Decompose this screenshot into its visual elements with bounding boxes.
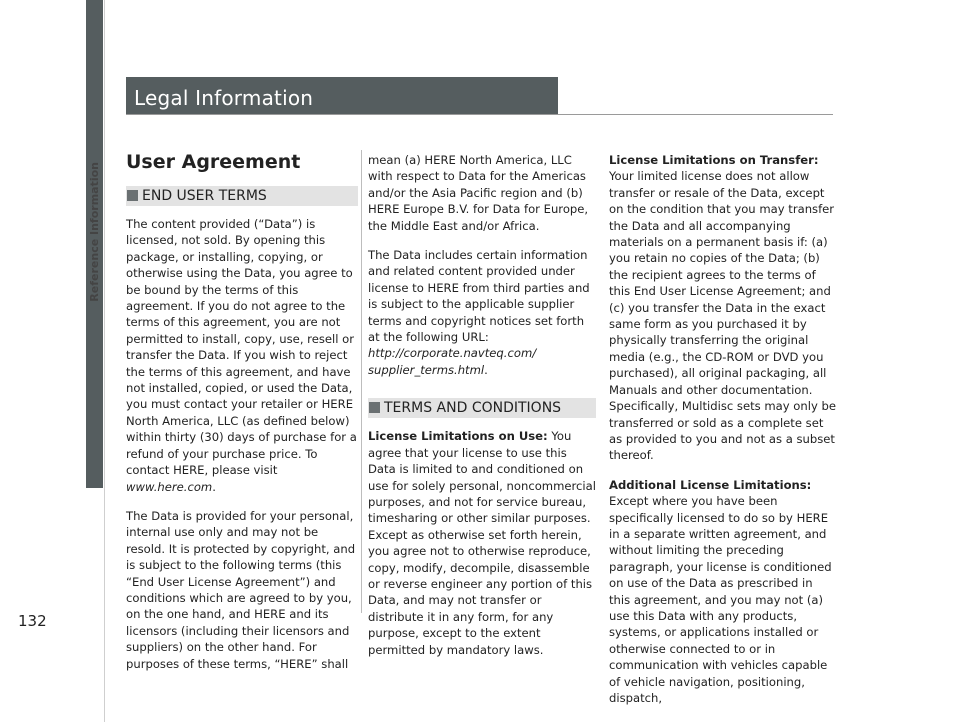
column-1 xyxy=(126,150,358,685)
paragraph-end: . xyxy=(212,479,216,494)
paragraph-end: . xyxy=(484,362,488,377)
paragraph: The Data is provided for your personal, internal use only and may not be resold. It is protected by copyright, and is subject to the following terms (this “End User License Agreement”) and conditions which are agreed to by you, on the one hand, and HERE and its licensors (including their licensors and suppliers) on the other hand. For purposes of these terms, “HERE” shall xyxy=(126,508,356,671)
sidebar xyxy=(0,0,105,722)
paragraph xyxy=(368,247,596,378)
page-number: 132 xyxy=(18,612,47,630)
subhead-label: TERMS AND CONDITIONS xyxy=(384,400,562,417)
paragraph xyxy=(368,428,596,658)
paragraph-text: Your limited license does not allow transfer or resale of the Data, except on the condition that you may transfer the Data and all accompanying materials on a permanent basis if: (a) you retain no copies of the Data; (b) the recipient agrees to the terms of this End User License Agreement; and (c) you transfer the Data in the exact same form as you purchased it by physically transferring the original media (e.g., the CD-ROM or DVD you purchased), all original packaging, all Manuals and other documentation. Specifically, Multidisc sets may only be transferred or sold as a complete set as provided to you and not as a subset thereof. xyxy=(609,169,837,463)
column-divider xyxy=(361,150,362,613)
clause-heading: License Limitations on Transfer: xyxy=(609,153,819,167)
clause-heading: Additional License Limitations: xyxy=(609,477,812,492)
paragraph-text: The content provided (“Data”) is licensed, not sold. By opening this package, or installing, copying, or otherwise using the Data, you agree to be bound by the terms of this agreement. If you do not agree to the terms of this agreement, you are not permitted to install, copy, use, resell or transfer the Data. If you wish to reject the terms of this agreement, and have not installed, copied, or used the Data, you must contact your retailer or HERE North America, LLC (as defined below) within thirty (30) days of purchase for a refund of your purchase price. To contact HERE, please visit xyxy=(126,217,357,478)
paragraph: mean (a) HERE North America, LLC with respect to Data for the Americas and/or the Asia Pacific region and (b) HERE Europe B.V. for Data for Europe, the Middle East and/or Africa. xyxy=(368,153,589,233)
subhead-terms-and-conditions xyxy=(368,398,596,418)
page-title: Legal Information xyxy=(134,86,314,110)
paragraph-text: The Data includes certain information and related content provided under license to HERE from third parties and is subject to the applicable supplier terms and copyright notices set forth at the following URL: xyxy=(368,248,590,345)
section-label: Reference Information xyxy=(88,162,101,302)
square-bullet-icon xyxy=(369,402,380,413)
supplier-terms-url-part2[interactable]: supplier_terms.html xyxy=(368,362,485,377)
paragraph xyxy=(609,152,836,464)
subhead-end-user-terms xyxy=(126,186,358,206)
subhead-label: END USER TERMS xyxy=(142,188,267,204)
clause-heading: License Limitations on Use: xyxy=(368,429,548,444)
paragraph xyxy=(126,216,358,495)
paragraph-text: You agree that your license to use this Data is limited to and conditioned on use for solely personal, noncommercial purposes, and not for service bureau, timesharing or other similar purposes. Except as otherwise set forth herein, you agree not to otherwise reproduce, copy, modify, decompile, disassemble or reverse engineer any portion of this Data, and may not transfer or distribute it in any form, for any purpose, except to the extent permitted by mandatory laws. xyxy=(368,429,596,657)
section-title: User Agreement xyxy=(126,151,301,173)
square-bullet-icon xyxy=(127,190,138,201)
here-website-link[interactable]: www.here.com xyxy=(126,479,213,494)
header-rule xyxy=(126,114,833,115)
paragraph xyxy=(609,477,836,707)
paragraph-text: Except where you have been specifically licensed to do so by HERE in a separate written agreement, and without limiting the preceding paragraph, your license is conditioned on use of the Data as prescribed in this agreement, and you may not (a) use this Data with any products, systems, or applications installed or otherwise connected to or in communication with vehicles capable of vehicle navigation, positioning, dispatch, xyxy=(609,494,832,705)
column-3 xyxy=(609,152,836,719)
column-2 xyxy=(368,152,596,671)
supplier-terms-url-part1[interactable]: http://corporate.navteq.com/ xyxy=(368,346,537,361)
